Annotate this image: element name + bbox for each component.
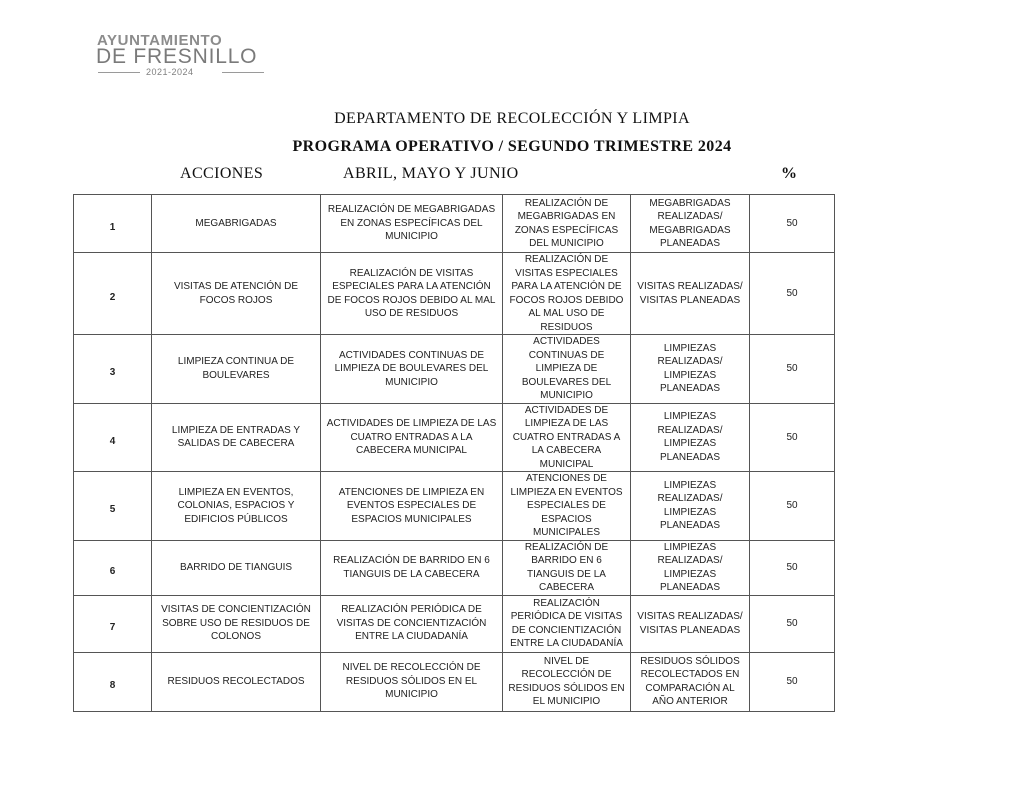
objective-cell: REALIZACIÓN DE MEGABRIGADAS EN ZONAS ESPECÍFICAS DEL MUNICIPIO [503, 195, 631, 253]
objective-cell: ACTIVIDADES CONTINUAS DE LIMPIEZA DE BOULEVARES DEL MUNICIPIO [503, 335, 631, 404]
description-cell: ACTIVIDADES DE LIMPIEZA DE LAS CUATRO ENTRADAS A LA CABECERA MUNICIPAL [321, 403, 503, 472]
indicator-cell: RESIDUOS SÓLIDOS RECOLECTADOS EN COMPARACIÓN AL AÑO ANTERIOR [631, 652, 750, 711]
action-cell: BARRIDO DE TIANGUIS [152, 540, 321, 595]
logo-rule-right [222, 72, 264, 73]
row-number: 2 [74, 253, 152, 335]
table-row [74, 472, 835, 541]
objective-cell: ATENCIONES DE LIMPIEZA EN EVENTOS ESPECIALES DE ESPACIOS MUNICIPALES [503, 472, 631, 541]
description-cell: NIVEL DE RECOLECCIÓN DE RESIDUOS SÓLIDOS EN EL MUNICIPIO [321, 652, 503, 711]
row-number: 4 [74, 403, 152, 472]
action-cell: VISITAS DE CONCIENTIZACIÓN SOBRE USO DE RESIDUOS DE COLONOS [152, 595, 321, 652]
column-heading-acciones: ACCIONES [180, 165, 264, 182]
objective-cell: NIVEL DE RECOLECCIÓN DE RESIDUOS SÓLIDOS EN EL MUNICIPIO [503, 652, 631, 711]
indicator-cell: LIMPIEZAS REALIZADAS/ LIMPIEZAS PLANEADAS [631, 403, 750, 472]
description-cell: REALIZACIÓN DE BARRIDO EN 6 TIANGUIS DE LA CABECERA [321, 540, 503, 595]
logo-years: 2021-2024 [146, 67, 194, 77]
description-cell: ATENCIONES DE LIMPIEZA EN EVENTOS ESPECIALES DE ESPACIOS MUNICIPALES [321, 472, 503, 541]
table-row [74, 403, 835, 472]
row-number: 3 [74, 335, 152, 404]
percent-cell: 50 [750, 652, 835, 711]
operations-table [73, 194, 835, 712]
department-title: DEPARTAMENTO DE RECOLECCIÓN Y LIMPIA [334, 110, 690, 127]
table-row [74, 253, 835, 335]
action-cell: LIMPIEZA DE ENTRADAS Y SALIDAS DE CABECERA [152, 403, 321, 472]
description-cell: REALIZACIÓN DE VISITAS ESPECIALES PARA LA ATENCIÓN DE FOCOS ROJOS DEBIDO AL MAL USO DE RESIDUOS [321, 253, 503, 335]
row-number: 7 [74, 595, 152, 652]
table-row [74, 195, 835, 253]
row-number: 5 [74, 472, 152, 541]
indicator-cell: LIMPIEZAS REALIZADAS/ LIMPIEZAS PLANEADAS [631, 472, 750, 541]
indicator-cell: VISITAS REALIZADAS/ VISITAS PLANEADAS [631, 595, 750, 652]
objective-cell: ACTIVIDADES DE LIMPIEZA DE LAS CUATRO ENTRADAS A LA CABECERA MUNICIPAL [503, 403, 631, 472]
indicator-cell: VISITAS REALIZADAS/ VISITAS PLANEADAS [631, 253, 750, 335]
percent-cell: 50 [750, 403, 835, 472]
percent-cell: 50 [750, 472, 835, 541]
table-row [74, 335, 835, 404]
column-heading-percent: % [781, 165, 798, 182]
column-heading-period: ABRIL, MAYO Y JUNIO [343, 165, 519, 182]
percent-cell: 50 [750, 195, 835, 253]
indicator-cell: LIMPIEZAS REALIZADAS/ LIMPIEZAS PLANEADAS [631, 335, 750, 404]
objective-cell: REALIZACIÓN DE VISITAS ESPECIALES PARA LA ATENCIÓN DE FOCOS ROJOS DEBIDO AL MAL USO DE RESIDUOS [503, 253, 631, 335]
indicator-cell: LIMPIEZAS REALIZADAS/ LIMPIEZAS PLANEADAS [631, 540, 750, 595]
action-cell: LIMPIEZA EN EVENTOS, COLONIAS, ESPACIOS Y EDIFICIOS PÚBLICOS [152, 472, 321, 541]
action-cell: MEGABRIGADAS [152, 195, 321, 253]
action-cell: VISITAS DE ATENCIÓN DE FOCOS ROJOS [152, 253, 321, 335]
municipality-logo [96, 32, 268, 78]
description-cell: REALIZACIÓN DE MEGABRIGADAS EN ZONAS ESPECÍFICAS DEL MUNICIPIO [321, 195, 503, 253]
table-row [74, 540, 835, 595]
percent-cell: 50 [750, 335, 835, 404]
objective-cell: REALIZACIÓN DE BARRIDO EN 6 TIANGUIS DE LA CABECERA [503, 540, 631, 595]
percent-cell: 50 [750, 595, 835, 652]
table-row [74, 595, 835, 652]
row-number: 8 [74, 652, 152, 711]
row-number: 6 [74, 540, 152, 595]
action-cell: RESIDUOS RECOLECTADOS [152, 652, 321, 711]
percent-cell: 50 [750, 540, 835, 595]
logo-line-ayuntamiento: AYUNTAMIENTO [97, 32, 223, 49]
logo-line-fresnillo: DE FRESNILLO [96, 45, 258, 68]
percent-cell: 50 [750, 253, 835, 335]
description-cell: REALIZACIÓN PERIÓDICA DE VISITAS DE CONCIENTIZACIÓN ENTRE LA CIUDADANÍA [321, 595, 503, 652]
program-title: PROGRAMA OPERATIVO / SEGUNDO TRIMESTRE 2024 [292, 138, 732, 155]
objective-cell: REALIZACIÓN PERIÓDICA DE VISITAS DE CONCIENTIZACIÓN ENTRE LA CIUDADANÍA [503, 595, 631, 652]
description-cell: ACTIVIDADES CONTINUAS DE LIMPIEZA DE BOULEVARES DEL MUNICIPIO [321, 335, 503, 404]
row-number: 1 [74, 195, 152, 253]
action-cell: LIMPIEZA CONTINUA DE BOULEVARES [152, 335, 321, 404]
table-row [74, 652, 835, 711]
logo-rule-left [98, 72, 140, 73]
indicator-cell: MEGABRIGADAS REALIZADAS/ MEGABRIGADAS PLANEADAS [631, 195, 750, 253]
